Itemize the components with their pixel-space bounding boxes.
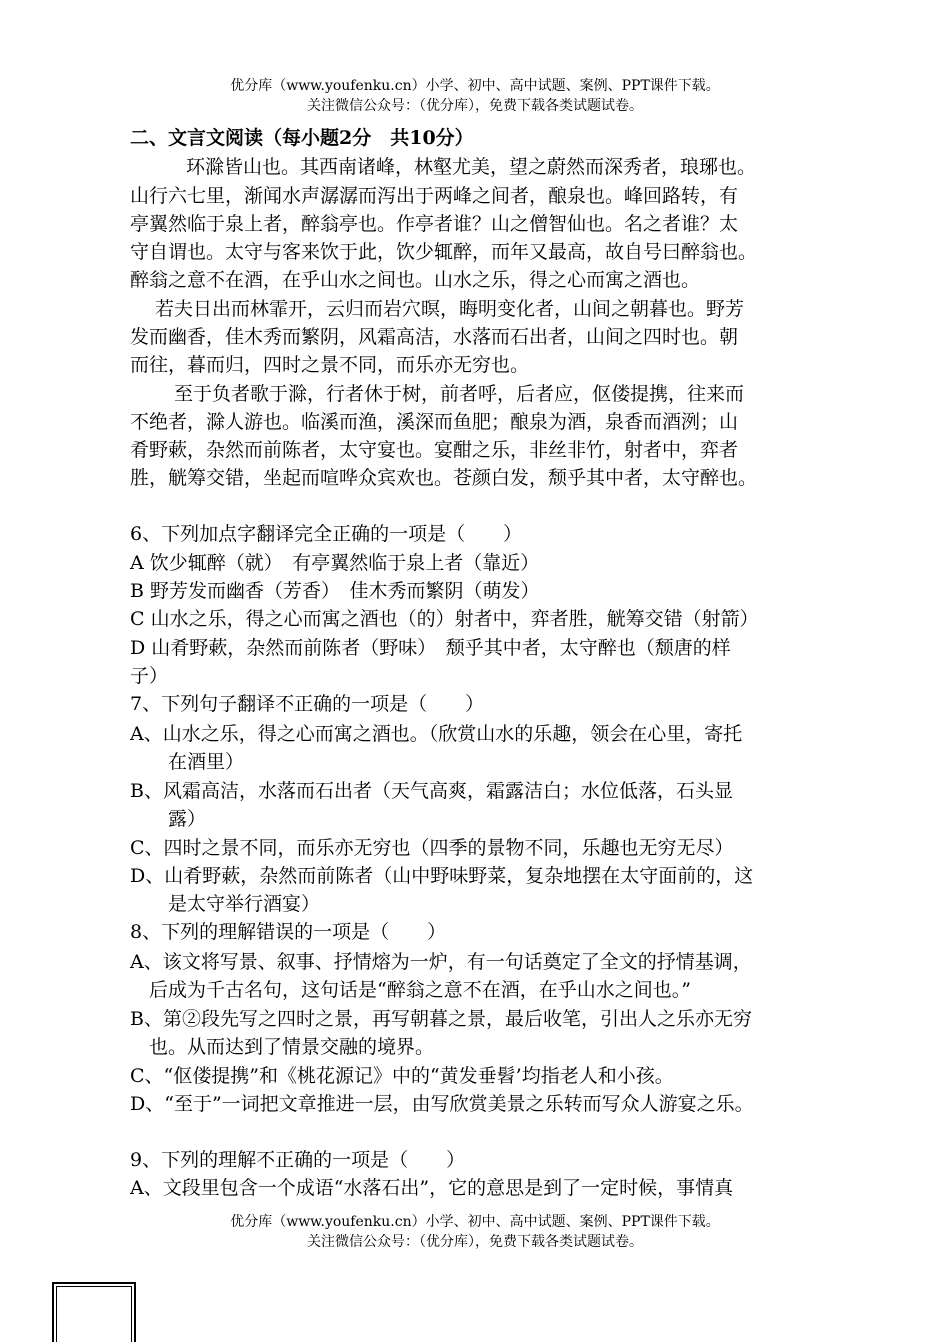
header-line-1: 优分库（www.youfenku.cn）小学、初中、高中试题、案例、PPT课件下载。 [230, 78, 720, 94]
footer-line-1: 优分库（www.youfenku.cn）小学、初中、高中试题、案例、PPT课件下载。 [230, 1214, 720, 1230]
question-9: 9、下列的理解不正确的一项是（ ） [130, 1149, 466, 1171]
option-line: A 饮少辄醉（就） 有亭翼然临于泉上者（靠近） [130, 552, 540, 574]
option-line: B、风霜高洁，水落而石出者（天气高爽，霜露洁白；水位低落，石头显 [130, 780, 733, 802]
passage-line: 不绝者，滁人游也。临溪而渔，溪深而鱼肥；酿泉为酒，泉香而酒洌；山 [130, 411, 739, 433]
page-corner-box [52, 1282, 136, 1342]
passage-line: 至于负者歌于滁，行者休于树，前者呼，后者应，伛偻提携，往来而 [174, 383, 745, 405]
option-line: D 山肴野蔌，杂然而前陈者（野味） 颓乎其中者，太守醉也（颓唐的样 [130, 637, 731, 659]
question-6: 6、下列加点字翻译完全正确的一项是（ ） [130, 523, 523, 545]
section-title: 二、文言文阅读（每小题2分 共10分） [130, 127, 474, 149]
option-line: A、山水之乐，得之心而寓之酒也。（欣赏山水的乐趣，领会在心里，寄托 [130, 723, 743, 745]
option-line: 在酒里） [130, 751, 245, 773]
passage-line: 胜，觥筹交错，坐起而喧哗众宾欢也。苍颜白发，颓乎其中者，太守醉也。 [130, 467, 758, 489]
passage-line: 醉翁之意不在酒，在乎山水之间也。山水之乐，得之心而寓之酒也。 [130, 269, 701, 291]
page-header [0, 76, 950, 116]
option-line: C、四时之景不同，而乐亦无穷也（四季的景物不同，乐趣也无穷无尽） [130, 837, 734, 859]
option-line: D、“至于”一词把文章推进一层，由写欣赏美景之乐转而写众人游宴之乐。 [130, 1093, 754, 1115]
question-8: 8、下列的理解错误的一项是（ ） [130, 921, 447, 943]
option-line: 子） [130, 665, 169, 687]
passage-line: 肴野蔌，杂然而前陈者，太守宴也。宴酣之乐，非丝非竹，射者中，弈者 [130, 439, 739, 461]
page-footer [0, 1212, 950, 1252]
option-line: B 野芳发而幽香（芳香） 佳木秀而繁阴（萌发） [130, 580, 540, 602]
option-line: A、文段里包含一个成语“水落石出”，它的意思是到了一定时候，事情真 [130, 1177, 734, 1199]
option-line: C 山水之乐，得之心而寓之酒也（的）射者中，弈者胜，觥筹交错（射箭） [130, 608, 759, 630]
passage-line: 若夫日出而林霏开，云归而岩穴暝，晦明变化者，山间之朝暮也。野芳 [155, 298, 745, 320]
question-7: 7、下列句子翻译不正确的一项是（ ） [130, 693, 485, 715]
option-line: A、该文将写景、叙事、抒情熔为一炉，有一句话奠定了全文的抒情基调， [130, 951, 752, 973]
option-line: D、山肴野蔌，杂然而前陈者（山中野味野菜，复杂地摆在太守面前的，这 [130, 865, 754, 887]
option-line: 后成为千古名句，这句话是“醉翁之意不在酒，在乎山水之间也。” [130, 979, 691, 1001]
header-line-2: 关注微信公众号：（优分库），免费下载各类试题试卷。 [307, 98, 643, 114]
passage-line: 守自谓也。太守与客来饮于此，饮少辄醉，而年又最高，故自号曰醉翁也。 [130, 241, 758, 263]
passage-line: 发而幽香，佳木秀而繁阴，风霜高洁，水落而石出者，山间之四时也。朝 [130, 326, 739, 348]
passage-line: 而往，暮而归，四时之景不同，而乐亦无穷也。 [130, 354, 530, 376]
option-line: 露） [130, 808, 207, 830]
option-line: 也。从而达到了情景交融的境界。 [130, 1036, 435, 1058]
passage-line: 亭翼然临于泉上者，醉翁亭也。作亭者谁？山之僧智仙也。名之者谁？太 [130, 213, 739, 235]
option-line: B、第②段先写之四时之景，再写朝暮之景，最后收笔，引出人之乐亦无穷 [130, 1008, 752, 1030]
footer-line-2: 关注微信公众号：（优分库），免费下载各类试题试卷。 [307, 1234, 643, 1250]
passage-line: 山行六七里，渐闻水声潺潺而泻出于两峰之间者，酿泉也。峰回路转，有 [130, 185, 739, 207]
passage-line: 环滁皆山也。其西南诸峰，林壑尤美，望之蔚然而深秀者，琅琊也。 [186, 156, 757, 178]
option-line: 是太守举行酒宴） [130, 893, 321, 915]
option-line: C、“伛偻提携”和《桃花源记》中的“黄发垂髫’均指老人和小孩。 [130, 1065, 674, 1087]
